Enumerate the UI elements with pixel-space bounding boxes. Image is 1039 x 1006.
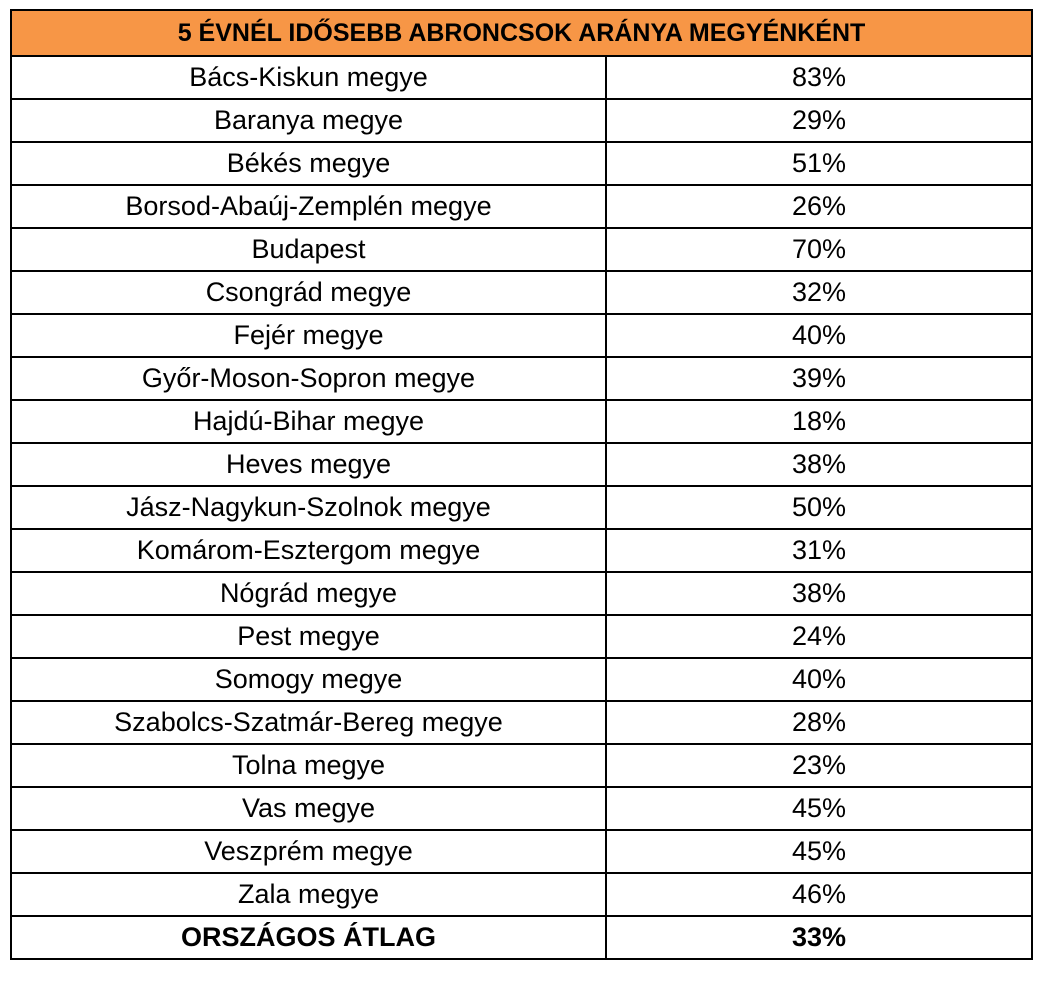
- county-name: Budapest: [11, 228, 606, 271]
- table-row: [11, 400, 1032, 443]
- county-name: Heves megye: [11, 443, 606, 486]
- table-row: [11, 529, 1032, 572]
- county-name: Komárom-Esztergom megye: [11, 529, 606, 572]
- county-ratio-value: 18%: [606, 400, 1032, 443]
- county-name: Veszprém megye: [11, 830, 606, 873]
- county-ratio-value: 29%: [606, 99, 1032, 142]
- county-name: Baranya megye: [11, 99, 606, 142]
- county-name: Hajdú-Bihar megye: [11, 400, 606, 443]
- county-ratio-value: 46%: [606, 873, 1032, 916]
- county-name: Pest megye: [11, 615, 606, 658]
- county-ratio-value: 26%: [606, 185, 1032, 228]
- total-label: ORSZÁGOS ÁTLAG: [11, 916, 606, 959]
- table-row: [11, 99, 1032, 142]
- total-value: 33%: [606, 916, 1032, 959]
- county-name: Szabolcs-Szatmár-Bereg megye: [11, 701, 606, 744]
- table-row: [11, 701, 1032, 744]
- county-ratio-value: 38%: [606, 443, 1032, 486]
- county-ratio-value: 45%: [606, 787, 1032, 830]
- county-name: Zala megye: [11, 873, 606, 916]
- county-name: Bács-Kiskun megye: [11, 56, 606, 99]
- table-row: [11, 271, 1032, 314]
- county-ratio-value: 39%: [606, 357, 1032, 400]
- table-body: [11, 56, 1032, 959]
- county-name: Nógrád megye: [11, 572, 606, 615]
- table-row: [11, 56, 1032, 99]
- county-ratio-value: 38%: [606, 572, 1032, 615]
- county-ratio-value: 24%: [606, 615, 1032, 658]
- county-name: Fejér megye: [11, 314, 606, 357]
- county-ratio-value: 28%: [606, 701, 1032, 744]
- table-row: [11, 744, 1032, 787]
- table-row: [11, 615, 1032, 658]
- total-row: [11, 916, 1032, 959]
- county-ratio-value: 70%: [606, 228, 1032, 271]
- county-name: Tolna megye: [11, 744, 606, 787]
- table-row: [11, 572, 1032, 615]
- county-name: Jász-Nagykun-Szolnok megye: [11, 486, 606, 529]
- table-row: [11, 486, 1032, 529]
- county-ratio-table: [10, 9, 1033, 960]
- county-ratio-value: 23%: [606, 744, 1032, 787]
- county-name: Somogy megye: [11, 658, 606, 701]
- table-row: [11, 443, 1032, 486]
- table-row: [11, 873, 1032, 916]
- table-row: [11, 228, 1032, 271]
- table-row: [11, 185, 1032, 228]
- table-row: [11, 357, 1032, 400]
- county-ratio-value: 40%: [606, 658, 1032, 701]
- county-ratio-value: 51%: [606, 142, 1032, 185]
- county-name: Vas megye: [11, 787, 606, 830]
- table-header-row: [11, 10, 1032, 56]
- table-row: [11, 787, 1032, 830]
- table-row: [11, 314, 1032, 357]
- county-ratio-value: 31%: [606, 529, 1032, 572]
- county-ratio-value: 83%: [606, 56, 1032, 99]
- county-ratio-value: 45%: [606, 830, 1032, 873]
- county-name: Csongrád megye: [11, 271, 606, 314]
- county-name: Győr-Moson-Sopron megye: [11, 357, 606, 400]
- table-title: 5 ÉVNÉL IDŐSEBB ABRONCSOK ARÁNYA MEGYÉNKÉNT: [11, 10, 1032, 56]
- table-row: [11, 142, 1032, 185]
- county-ratio-value: 50%: [606, 486, 1032, 529]
- table-row: [11, 830, 1032, 873]
- table-row: [11, 658, 1032, 701]
- county-name: Borsod-Abaúj-Zemplén megye: [11, 185, 606, 228]
- county-ratio-value: 40%: [606, 314, 1032, 357]
- county-name: Békés megye: [11, 142, 606, 185]
- county-ratio-value: 32%: [606, 271, 1032, 314]
